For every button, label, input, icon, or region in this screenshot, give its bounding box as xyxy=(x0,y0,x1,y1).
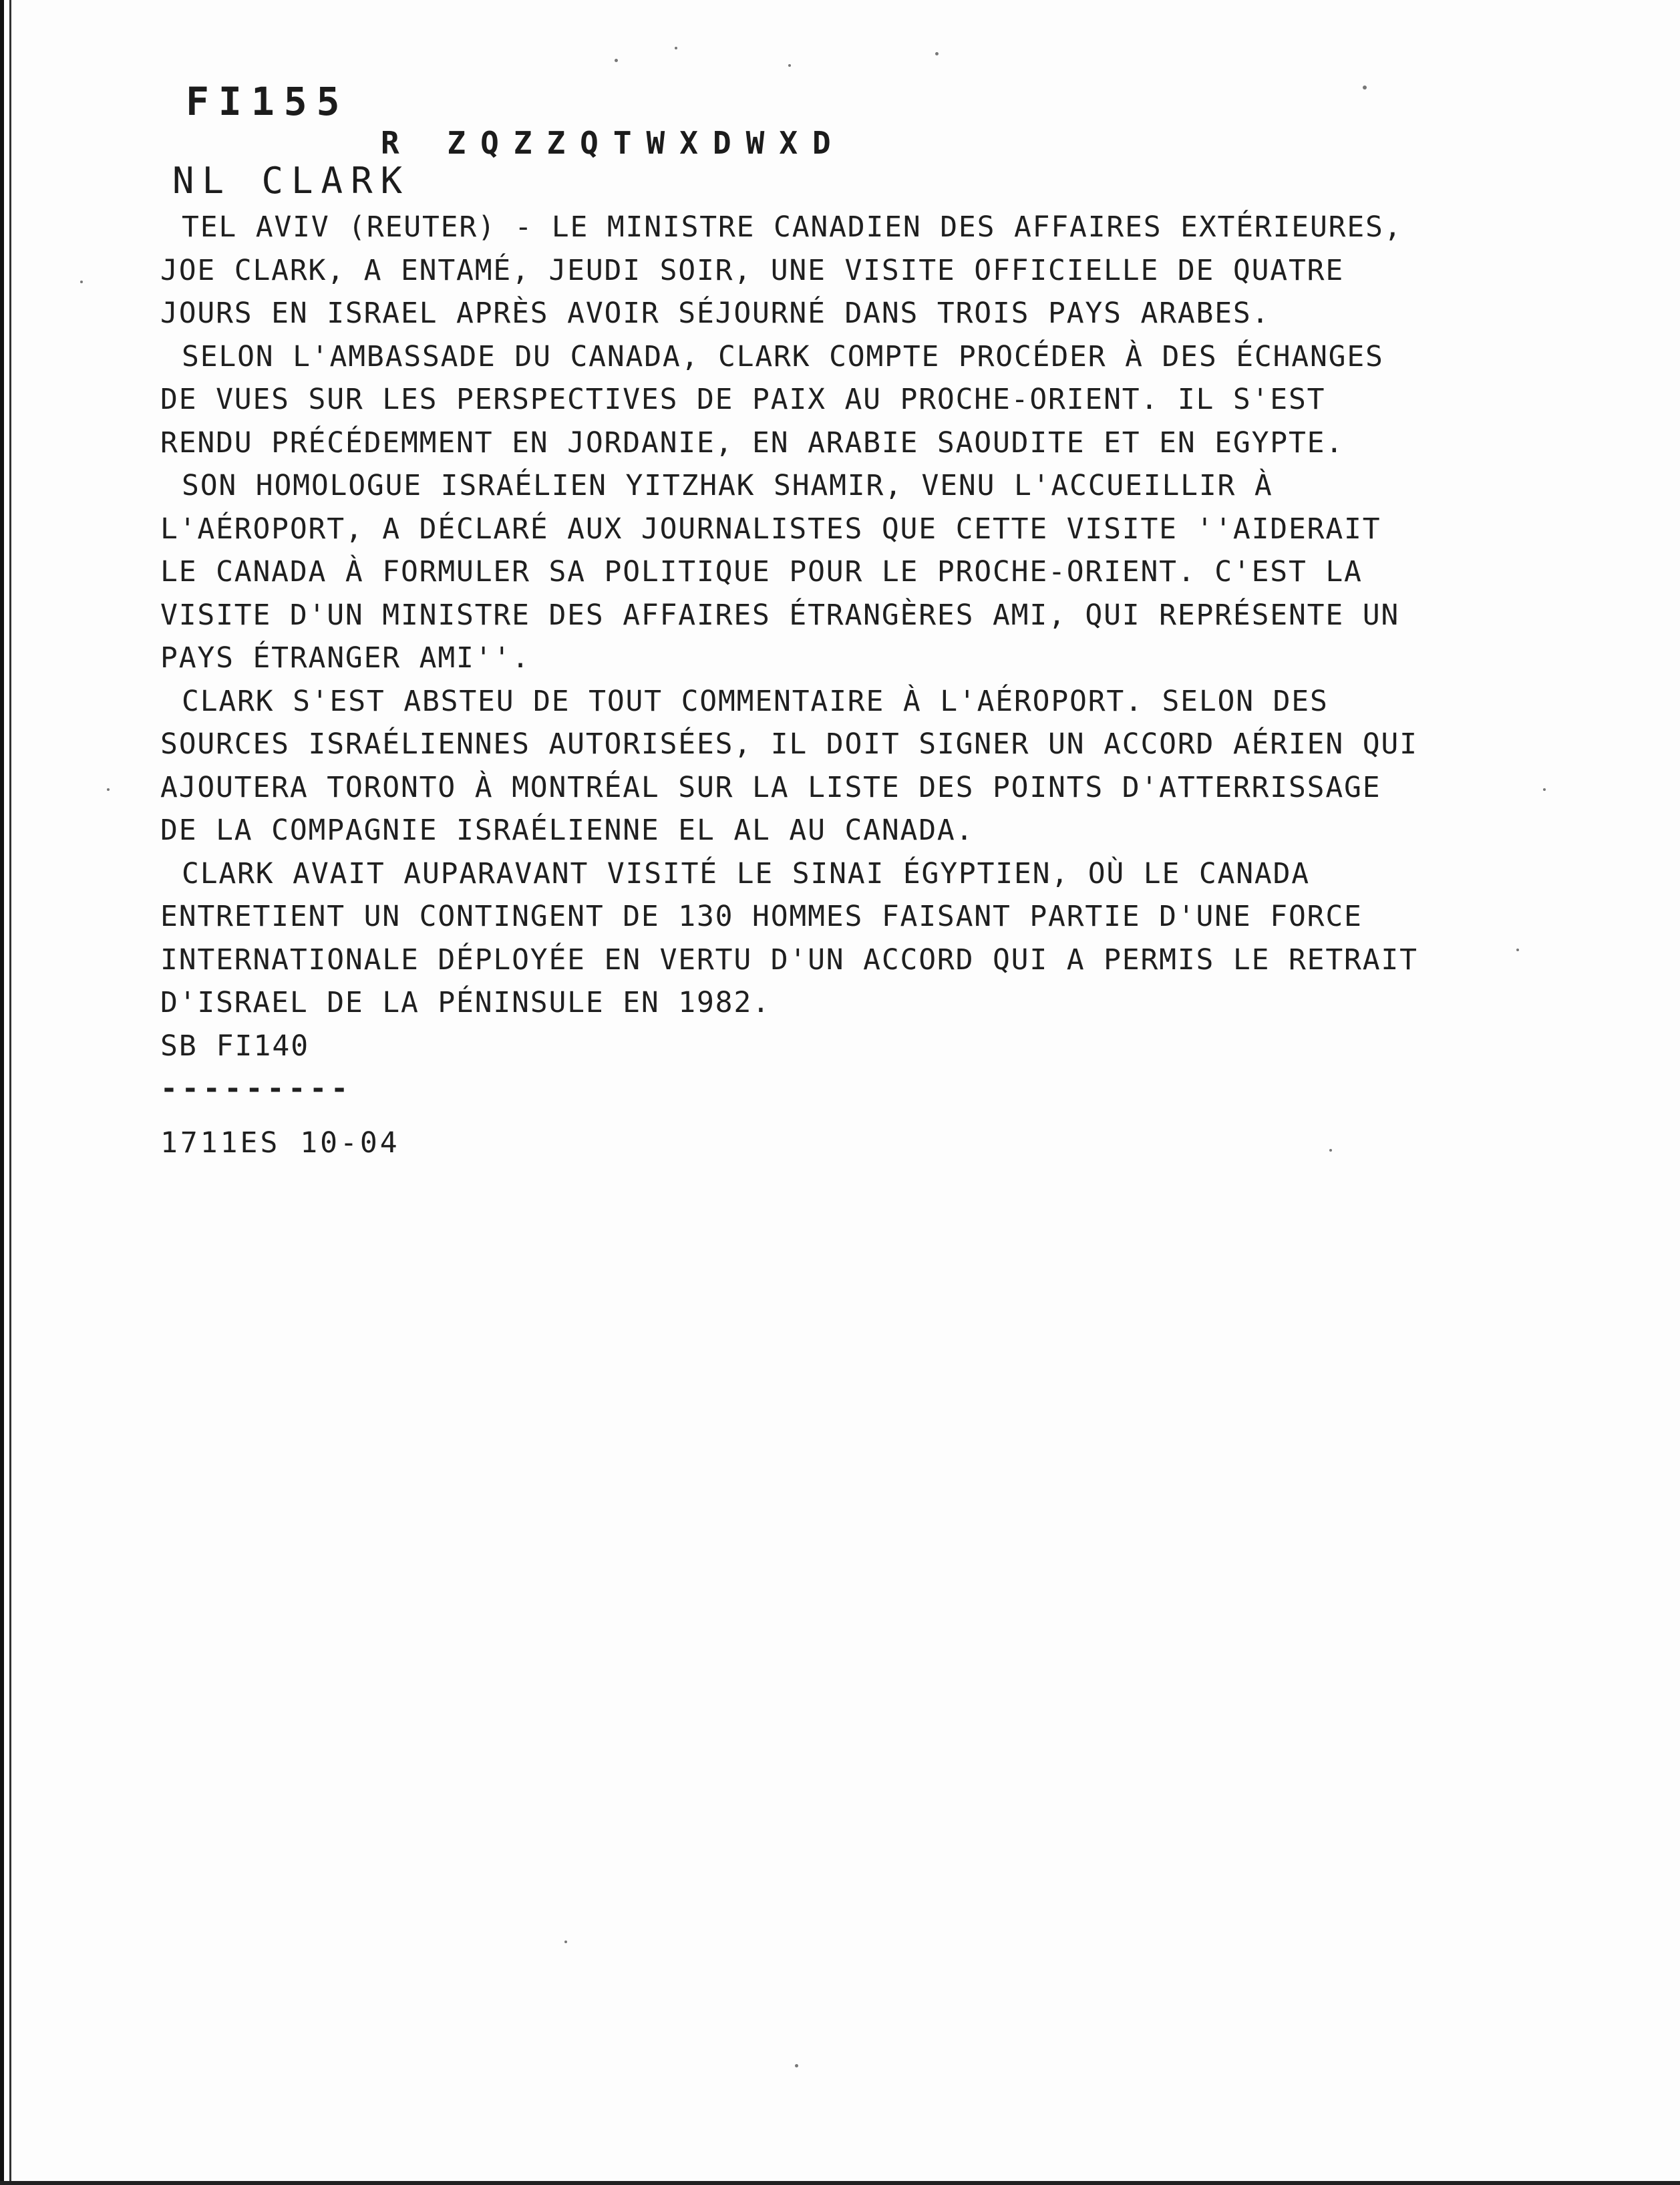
story-line: JOE CLARK, A ENTAMÉ, JEUDI SOIR, UNE VISITE OFFICIELLE DE QUATRE xyxy=(160,253,1345,287)
story-line: TEL AVIV (REUTER) - LE MINISTRE CANADIEN DES AFFAIRES EXTÉRIEURES, xyxy=(182,210,1403,244)
story-line: LE CANADA À FORMULER SA POLITIQUE POUR LE PROCHE-ORIENT. C'EST LA xyxy=(160,555,1363,589)
left-page-edge-inner xyxy=(9,0,11,2185)
scan-speck xyxy=(80,281,83,283)
scan-speck xyxy=(107,788,110,791)
story-line: SON HOMOLOGUE ISRAÉLIEN YITZHAK SHAMIR, VENU L'ACCUEILLIR À xyxy=(182,469,1273,502)
transmission-timestamp: 1711ES 10-04 xyxy=(160,1126,400,1160)
story-line: AJOUTERA TORONTO À MONTRÉAL SUR LA LISTE DES POINTS D'ATTERRISSAGE xyxy=(160,770,1381,804)
scan-speck xyxy=(788,64,791,67)
message-number: FI155 xyxy=(186,79,349,124)
story-line: CLARK S'EST ABSTEU DE TOUT COMMENTAIRE À L'AÉROPORT. SELON DES xyxy=(182,684,1329,718)
scan-speck xyxy=(564,1941,567,1943)
scan-speck xyxy=(935,52,939,55)
story-line: L'AÉROPORT, A DÉCLARÉ AUX JOURNALISTES QUE CETTE VISITE ''AIDERAIT xyxy=(160,512,1381,546)
reference-line: SB FI140 xyxy=(160,1029,310,1063)
scan-speck xyxy=(795,2064,798,2067)
story-line: RENDU PRÉCÉDEMMENT EN JORDANIE, EN ARABIE SAOUDITE ET EN EGYPTE. xyxy=(160,426,1345,460)
story-line: JOURS EN ISRAEL APRÈS AVOIR SÉJOURNÉ DANS TROIS PAYS ARABES. xyxy=(160,297,1271,330)
story-line: D'ISRAEL DE LA PÉNINSULE EN 1982. xyxy=(160,986,771,1019)
routing-code: R ZQZZQTWXDWXD xyxy=(381,125,846,161)
scan-speck xyxy=(1543,788,1546,791)
story-body xyxy=(160,206,1523,1025)
scan-speck xyxy=(675,47,677,49)
scan-speck xyxy=(615,59,618,62)
story-line: VISITE D'UN MINISTRE DES AFFAIRES ÉTRANGÈRES AMI, QUI REPRÉSENTE UN xyxy=(160,598,1400,632)
story-line: SELON L'AMBASSADE DU CANADA, CLARK COMPTE PROCÉDER À DES ÉCHANGES xyxy=(182,339,1384,373)
story-line: SOURCES ISRAÉLIENNES AUTORISÉES, IL DOIT SIGNER UN ACCORD AÉRIEN QUI xyxy=(160,727,1418,761)
end-separator: --------- xyxy=(160,1072,352,1106)
story-line: INTERNATIONALE DÉPLOYÉE EN VERTU D'UN ACCORD QUI A PERMIS LE RETRAIT xyxy=(160,943,1418,977)
telex-text-block xyxy=(160,80,1523,1164)
bottom-page-edge xyxy=(0,2181,1680,2185)
story-slug: NL CLARK xyxy=(172,160,411,202)
story-line: ENTRETIENT UN CONTINGENT DE 130 HOMMES FAISANT PARTIE D'UNE FORCE xyxy=(160,900,1363,933)
story-line: CLARK AVAIT AUPARAVANT VISITÉ LE SINAI ÉGYPTIEN, OÙ LE CANADA xyxy=(182,856,1310,890)
story-line: PAYS ÉTRANGER AMI''. xyxy=(160,641,530,675)
left-page-edge xyxy=(0,0,4,2185)
story-line: DE VUES SUR LES PERSPECTIVES DE PAIX AU PROCHE-ORIENT. IL S'EST xyxy=(160,383,1326,416)
story-line: DE LA COMPAGNIE ISRAÉLIENNE EL AL AU CANADA. xyxy=(160,814,975,847)
